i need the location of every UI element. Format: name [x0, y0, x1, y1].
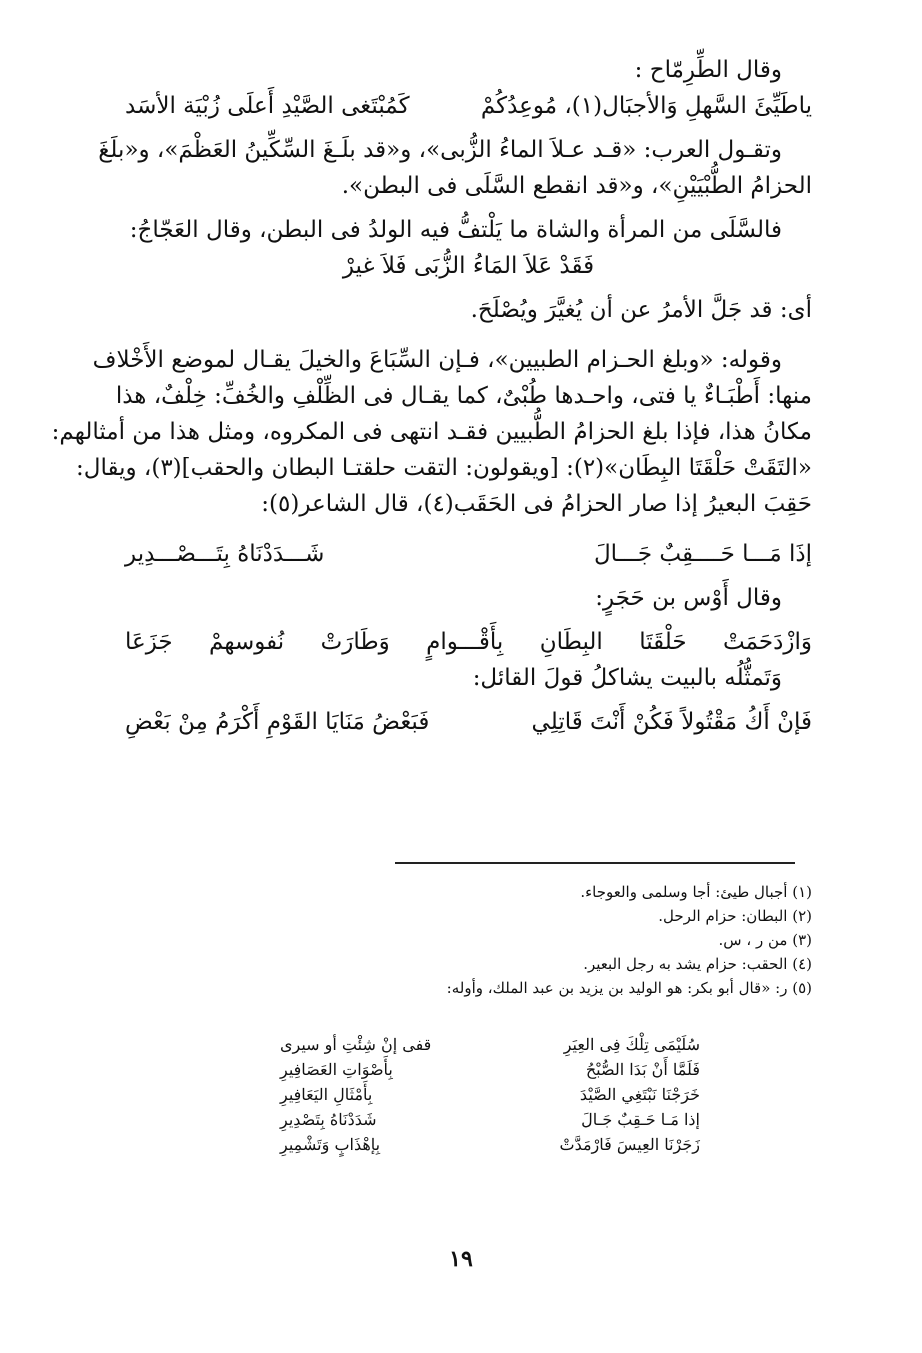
footnote: (٤) الحقب: حزام يشد به رجل البعير. [583, 955, 812, 973]
poem-hemistich-left: بِأَصْوَاتِ العَصَافِيرِ [280, 1060, 393, 1079]
text-line: منها: أَطْبَـاءٌ يا فتى، واحـدها طُبْىٌ، كما يقـال فى الظِّلْفِ والخُفِّ: خِلْفٌ، هذا [115, 383, 812, 409]
footnote-poem [280, 1032, 700, 1157]
poem-row [280, 1032, 700, 1057]
poem-hemistich-left: شَدَدْنَاهُ بِتَصْدِيرِ [280, 1110, 377, 1129]
verse-line [125, 704, 812, 740]
text-line: أى: قد جَلَّ الأمرُ عن أن يُغيَّرَ ويُصْلَحَ. [470, 297, 812, 323]
poem-row [280, 1132, 700, 1157]
main-text [51, 52, 812, 740]
verse-hemistich-left: شَـــدَدْنَاهُ بِتَـــصْـــدِير [125, 541, 325, 567]
footnote: (٥) ر: «قال أبو بكر: هو الوليد بن يزيد بن عبد الملك، وأوله: [446, 979, 812, 997]
text-line: وقوله: «وبلغ الحـزام الطبيين»، فـإن السِّبَاعَ والخيلَ يقـال لموضع الأَخْلاف [92, 347, 782, 373]
poem-hemistich-right: إذا مَـا حَـقِبٌ جَـالَ [581, 1110, 700, 1129]
text-line: مكانُ هذا، فإذا بلغ الحزامُ الطُّبيين فقـد انتهى فى المكروه، ومثل هذا من أمثالهم: [51, 419, 812, 445]
footnote-divider [395, 862, 795, 864]
poem-hemistich-left: قفى إنْ شِئْتِ أو سيرى [280, 1035, 432, 1054]
page-number: ١٩ [449, 1246, 473, 1272]
text-line: «التَقَتْ حَلْقَتَا البِطَان»(٢): [ويقولون: التقت حلقتـا البطان والحقب](٣)، ويقال: [75, 455, 812, 481]
footnote: (١) أجبال طيئ: أجا وسلمى والعوجاء. [580, 883, 812, 901]
poem-row [280, 1107, 700, 1132]
text-line: وقال الطِّرِمّاح : [634, 57, 782, 83]
verse-line [125, 88, 812, 124]
verse-hemistich-right: فَإنْ أَكُ مَقْتُولاً فَكُنْ أَنْتَ قَاتِلِي [531, 709, 812, 735]
poem-hemistich-right: زَجَرْنَا العِيسَ فَارْمَدَّتْ [559, 1135, 700, 1154]
poem-row [280, 1082, 700, 1107]
footnote: (٢) البطان: حزام الرحل. [658, 907, 812, 925]
text-line: وقال أَوْس بن حَجَرٍ: [595, 585, 782, 611]
verse-hemistich-left: فَبَعْضُ مَنَايَا القَوْمِ أَكْرَمُ مِنْ بَعْضِ [125, 709, 430, 735]
poem-hemistich-right: سُلَيْمَى تِلْكَ فِى العِيَرِ [563, 1035, 700, 1054]
verse-hemistich-left: كَمُبْتَغى الصَّيْدِ أَعلَى زُبْيَة الأسَد [125, 93, 410, 119]
poem-row [280, 1057, 700, 1082]
text-line: وتقـول العرب: «قـد عـلاَ الماءُ الزُّبى»، و«قد بلَـغَ السِّكِّينُ العَظْمَ»، و«بلَغَ [98, 137, 782, 163]
text-line: الحزامُ الطُّبْيَيْنِ»، و«قد انقطع السَّلَى فى البطن». [341, 173, 812, 199]
verse-line [125, 536, 812, 572]
poem-hemistich-right: خَرَجْنَا نَبْتَغِي الصَّيْدَ [579, 1085, 700, 1104]
verse-hemistich-right: إذَا مَـــا حَــــقِبٌ جَـــالَ [593, 541, 812, 567]
text-line: وَتَمثُّلُه بالبيت يشاكلُ قولَ القائل: [472, 665, 782, 691]
text-line: فالسَّلَى من المرأة والشاة ما يَلْتفُّ فيه الولدُ فى البطن، وقال العَجّاجُ: [129, 217, 782, 243]
verse-line: فَقَدْ عَلاَ المَاءُ الزُّبَى فَلاَ غيرْ [342, 253, 595, 279]
verse-line: وَازْدَحَمَتْ حَلْقَتَا البِطَانِ بِأَقْـــوامٍ وَطَارَتْ نُفوسهمْ جَزَعَا [125, 629, 812, 655]
verse-hemistich-right: ياطَيِّئَ السَّهلِ وَالأجبَال(١)، مُوعِدُكُمْ [480, 93, 812, 119]
footnotes [140, 880, 812, 1000]
poem-hemistich-right: فَلَمَّا أَنْ بَدَا الصُّبْحُ [585, 1060, 700, 1079]
poem-hemistich-left: بِأَمْثَالِ اليَعَافِيرِ [280, 1085, 373, 1104]
footnote: (٣) من ر ، س. [718, 931, 812, 949]
poem-hemistich-left: بِإهْذَابٍ وَتَشْمِيرِ [280, 1135, 381, 1154]
text-line: حَقِبَ البعيرُ إذا صار الحزامُ فى الحَقَب(٤)، قال الشاعر(٥): [261, 491, 812, 517]
